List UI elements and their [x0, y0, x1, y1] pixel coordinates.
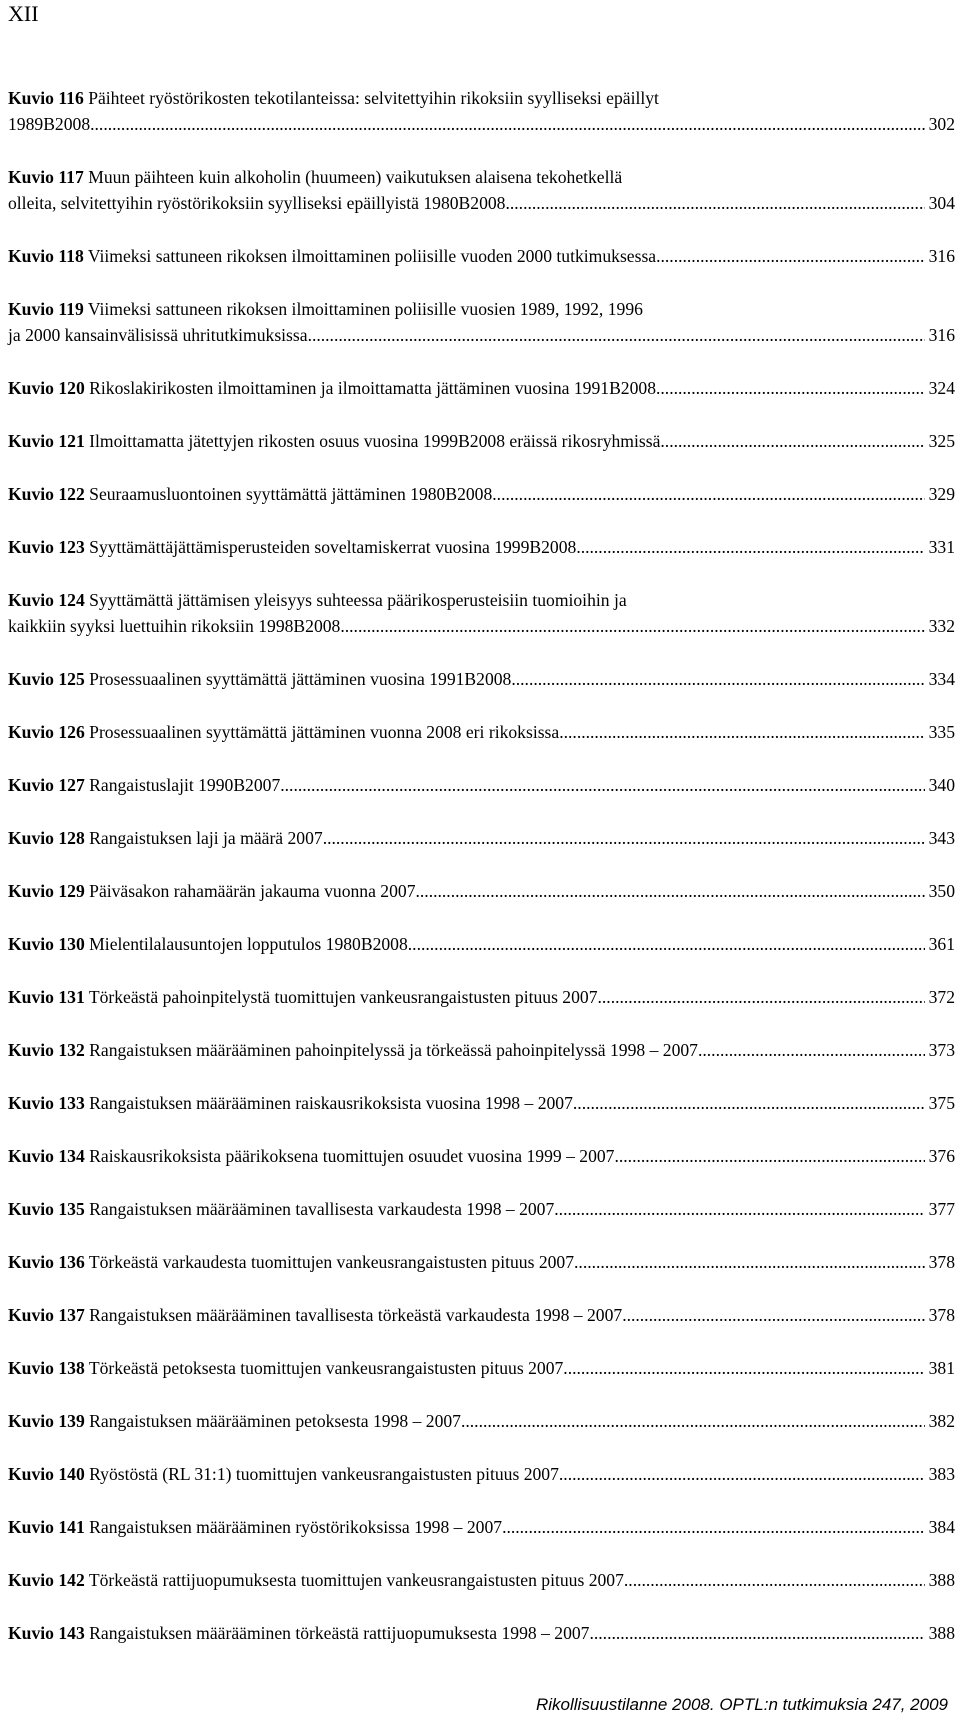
page-reference: 329	[928, 484, 955, 504]
page-reference: 372	[928, 987, 955, 1007]
toc-entry[interactable]	[8, 1408, 955, 1434]
dot-leader	[624, 1567, 925, 1593]
page-reference: 378	[928, 1305, 955, 1325]
dot-leader	[554, 1196, 924, 1222]
toc-entry-line	[8, 164, 955, 190]
page-reference: 325	[928, 431, 955, 451]
figure-title: Prosessuaalinen syyttämättä jättäminen vuosina 1991B2008	[89, 669, 512, 689]
toc-entry[interactable]	[8, 772, 955, 798]
toc-entry-line	[8, 1302, 955, 1328]
toc-entry[interactable]	[8, 375, 955, 401]
figure-label: Kuvio 122	[8, 484, 85, 504]
toc-entry[interactable]	[8, 1461, 955, 1487]
figure-label: Kuvio 125	[8, 669, 85, 689]
figure-label: Kuvio 139	[8, 1411, 85, 1431]
figure-title: Syyttämättäjättämisperusteiden soveltamiskerrat vuosina 1999B2008	[89, 537, 577, 557]
dot-leader	[505, 190, 924, 216]
toc-entry[interactable]	[8, 666, 955, 692]
dot-leader	[589, 1620, 924, 1646]
toc-entry[interactable]	[8, 296, 955, 348]
figure-label: Kuvio 117	[8, 167, 84, 187]
figure-label: Kuvio 131	[8, 987, 85, 1007]
figure-title: 1989B2008	[8, 114, 91, 134]
toc-entry[interactable]	[8, 719, 955, 745]
page-reference: 361	[928, 934, 955, 954]
toc-entry[interactable]	[8, 1620, 955, 1646]
figure-title: Muun päihteen kuin alkoholin (huumeen) vaikutuksen alaisena tekohetkellä	[88, 167, 623, 187]
figure-label: Kuvio 138	[8, 1358, 85, 1378]
figure-label: Kuvio 119	[8, 299, 84, 319]
figure-label: Kuvio 130	[8, 934, 85, 954]
toc-entry[interactable]	[8, 1302, 955, 1328]
dot-leader	[576, 534, 924, 560]
figure-title: olleita, selvitettyihin ryöstörikoksiin syylliseksi epäillyistä 1980B2008	[8, 193, 506, 213]
page-reference: 334	[928, 669, 955, 689]
page-reference: 340	[928, 775, 955, 795]
toc-entry[interactable]	[8, 984, 955, 1010]
page-footer: Rikollisuustilanne 2008. OPTL:n tutkimuksia 247, 2009	[535, 1695, 948, 1714]
dot-leader	[90, 111, 924, 137]
dot-leader	[574, 1249, 925, 1275]
toc-entry[interactable]	[8, 481, 955, 507]
figure-title: Rangaistuksen määrääminen ryöstörikoksissa 1998 – 2007	[89, 1517, 503, 1537]
toc-entry[interactable]	[8, 428, 955, 454]
page-reference: 302	[928, 114, 955, 134]
toc-entry-line	[8, 1461, 955, 1487]
dot-leader	[340, 613, 924, 639]
figure-label: Kuvio 140	[8, 1464, 85, 1484]
toc-entry-line	[8, 190, 955, 216]
toc-entry-line	[8, 825, 955, 851]
figure-label: Kuvio 124	[8, 590, 85, 610]
figure-title: Viimeksi sattuneen rikoksen ilmoittaminen poliisille vuosien 1989, 1992, 1996	[87, 299, 643, 319]
toc-entry[interactable]	[8, 1355, 955, 1381]
page-reference: 316	[928, 325, 955, 345]
dot-leader	[598, 984, 925, 1010]
dot-leader	[660, 428, 924, 454]
page-reference: 378	[928, 1252, 955, 1272]
toc-entry[interactable]	[8, 534, 955, 560]
page-reference: 376	[928, 1146, 955, 1166]
figure-title: Rangaistuksen määrääminen tavallisesta törkeästä varkaudesta 1998 – 2007	[89, 1305, 623, 1325]
toc-entry[interactable]	[8, 1196, 955, 1222]
figure-title: kaikkiin syyksi luettuihin rikoksiin 1998B2008	[8, 616, 341, 636]
page-reference: 375	[928, 1093, 955, 1113]
dot-leader	[461, 1408, 925, 1434]
toc-entry[interactable]	[8, 1090, 955, 1116]
figure-title: Rangaistuksen määrääminen petoksesta 1998 – 2007	[89, 1411, 461, 1431]
toc-entry-line	[8, 481, 955, 507]
dot-leader	[698, 1037, 925, 1063]
dot-leader	[559, 1461, 925, 1487]
figure-title: Mielentilalausuntojen lopputulos 1980B2008	[89, 934, 408, 954]
toc-entry-line	[8, 878, 955, 904]
toc-entry[interactable]	[8, 825, 955, 851]
dot-leader	[280, 772, 924, 798]
dot-leader	[614, 1143, 924, 1169]
toc-entry-line	[8, 1355, 955, 1381]
toc-entry-line	[8, 85, 955, 111]
page-reference: 335	[928, 722, 955, 742]
page-reference: 343	[928, 828, 955, 848]
dot-leader	[622, 1302, 924, 1328]
toc-entry[interactable]	[8, 243, 955, 269]
figure-title: Rangaistuksen laji ja määrä 2007	[89, 828, 323, 848]
figure-label: Kuvio 118	[8, 246, 84, 266]
dot-leader	[573, 1090, 925, 1116]
dot-leader	[323, 825, 925, 851]
figure-title: Päiväsakon rahamäärän jakauma vuonna 2007	[89, 881, 416, 901]
figure-label: Kuvio 132	[8, 1040, 85, 1060]
figure-title: ja 2000 kansainvälisissä uhritutkimuksissa	[8, 325, 308, 345]
figure-label: Kuvio 136	[8, 1252, 85, 1272]
figure-label: Kuvio 120	[8, 378, 85, 398]
page-reference: 382	[928, 1411, 955, 1431]
figure-title: Seuraamusluontoinen syyttämättä jättäminen 1980B2008	[89, 484, 493, 504]
figure-title: Rikoslakirikosten ilmoittaminen ja ilmoittamatta jättäminen vuosina 1991B2008	[89, 378, 656, 398]
figure-title: Rangaistuksen määrääminen tavallisesta varkaudesta 1998 – 2007	[89, 1199, 555, 1219]
toc-entry-line	[8, 984, 955, 1010]
toc-entry-line	[8, 772, 955, 798]
dot-leader	[308, 322, 925, 348]
figure-title: Törkeästä petoksesta tuomittujen vankeusrangaistusten pituus 2007	[88, 1358, 564, 1378]
figure-title: Ryöstöstä (RL 31:1) tuomittujen vankeusrangaistusten pituus 2007	[89, 1464, 559, 1484]
toc-entry-line	[8, 1037, 955, 1063]
toc-entry-line	[8, 243, 955, 269]
page-reference: 383	[928, 1464, 955, 1484]
figure-title: Päihteet ryöstörikosten tekotilanteissa: selvitettyihin rikoksiin syylliseksi epäillyt	[88, 88, 659, 108]
toc-entry[interactable]	[8, 878, 955, 904]
figure-title: Rangaistuksen määrääminen raiskausrikoksista vuosina 1998 – 2007	[89, 1093, 573, 1113]
figure-label: Kuvio 121	[8, 431, 85, 451]
dot-leader	[502, 1514, 925, 1540]
toc-entry-line	[8, 322, 955, 348]
toc-entry[interactable]	[8, 164, 955, 216]
figure-label: Kuvio 123	[8, 537, 85, 557]
figure-title: Rangaistuksen määrääminen pahoinpitelyssä ja törkeässä pahoinpitelyssä 1998 – 2007	[89, 1040, 698, 1060]
page-reference: 332	[928, 616, 955, 636]
dot-leader	[656, 375, 925, 401]
figure-title: Viimeksi sattuneen rikoksen ilmoittaminen poliisille vuoden 2000 tutkimuksessa	[87, 246, 657, 266]
figure-label: Kuvio 129	[8, 881, 85, 901]
toc-entry[interactable]	[8, 1143, 955, 1169]
figure-label: Kuvio 135	[8, 1199, 85, 1219]
figure-label: Kuvio 127	[8, 775, 85, 795]
figure-title: Prosessuaalinen syyttämättä jättäminen vuonna 2008 eri rikoksissa	[89, 722, 560, 742]
figure-label: Kuvio 126	[8, 722, 85, 742]
page-reference: 377	[928, 1199, 955, 1219]
toc-entry-line	[8, 1090, 955, 1116]
page-reference: 331	[928, 537, 955, 557]
figure-title: Törkeästä pahoinpitelystä tuomittujen vankeusrangaistusten pituus 2007	[88, 987, 598, 1007]
toc-entry-line	[8, 1567, 955, 1593]
figure-title: Rangaistuslajit 1990B2007	[89, 775, 281, 795]
page-reference: 388	[928, 1623, 955, 1643]
figure-label: Kuvio 142	[8, 1570, 85, 1590]
toc-entry-line	[8, 534, 955, 560]
toc-entry[interactable]	[8, 1249, 955, 1275]
dot-leader	[492, 481, 924, 507]
toc-entry[interactable]	[8, 85, 955, 137]
dot-leader	[559, 719, 924, 745]
list-of-figures	[8, 85, 955, 1673]
page-reference: 304	[928, 193, 955, 213]
figure-label: Kuvio 134	[8, 1146, 85, 1166]
toc-entry-line	[8, 375, 955, 401]
toc-entry[interactable]	[8, 1037, 955, 1063]
figure-label: Kuvio 137	[8, 1305, 85, 1325]
toc-entry[interactable]	[8, 587, 955, 639]
toc-entry-line	[8, 931, 955, 957]
toc-entry[interactable]	[8, 1514, 955, 1540]
figure-label: Kuvio 116	[8, 88, 84, 108]
toc-entry-line	[8, 1408, 955, 1434]
page-reference: 324	[928, 378, 955, 398]
toc-entry-line	[8, 1620, 955, 1646]
figure-title: Rangaistuksen määrääminen törkeästä rattijuopumuksesta 1998 – 2007	[89, 1623, 590, 1643]
toc-entry-line	[8, 613, 955, 639]
figure-title: Törkeästä rattijuopumuksesta tuomittujen vankeusrangaistusten pituus 2007	[88, 1570, 624, 1590]
dot-leader	[511, 666, 924, 692]
page-number: XII	[8, 1, 39, 26]
toc-entry[interactable]	[8, 1567, 955, 1593]
dot-leader	[408, 931, 925, 957]
toc-entry-line	[8, 1196, 955, 1222]
page-reference: 381	[928, 1358, 955, 1378]
figure-label: Kuvio 133	[8, 1093, 85, 1113]
toc-entry-line	[8, 666, 955, 692]
toc-entry-line	[8, 111, 955, 137]
toc-entry-line	[8, 296, 955, 322]
page-reference: 373	[928, 1040, 955, 1060]
toc-entry-line	[8, 1143, 955, 1169]
page-reference: 350	[928, 881, 955, 901]
dot-leader	[563, 1355, 924, 1381]
dot-leader	[416, 878, 925, 904]
toc-entry-line	[8, 428, 955, 454]
page-reference: 384	[928, 1517, 955, 1537]
figure-title: Ilmoittamatta jätettyjen rikosten osuus vuosina 1999B2008 eräissä rikosryhmissä	[89, 431, 661, 451]
page-reference: 316	[928, 246, 955, 266]
dot-leader	[656, 243, 925, 269]
figure-label: Kuvio 128	[8, 828, 85, 848]
toc-entry[interactable]	[8, 931, 955, 957]
toc-entry-line	[8, 719, 955, 745]
figure-label: Kuvio 143	[8, 1623, 85, 1643]
page-reference: 388	[928, 1570, 955, 1590]
figure-label: Kuvio 141	[8, 1517, 85, 1537]
figure-title: Raiskausrikoksista päärikoksena tuomittujen osuudet vuosina 1999 – 2007	[89, 1146, 615, 1166]
toc-entry-line	[8, 587, 955, 613]
figure-title: Syyttämättä jättämisen yleisyys suhteessa päärikosperusteisiin tuomioihin ja	[89, 590, 627, 610]
toc-entry-line	[8, 1249, 955, 1275]
figure-title: Törkeästä varkaudesta tuomittujen vankeusrangaistusten pituus 2007	[88, 1252, 575, 1272]
toc-entry-line	[8, 1514, 955, 1540]
